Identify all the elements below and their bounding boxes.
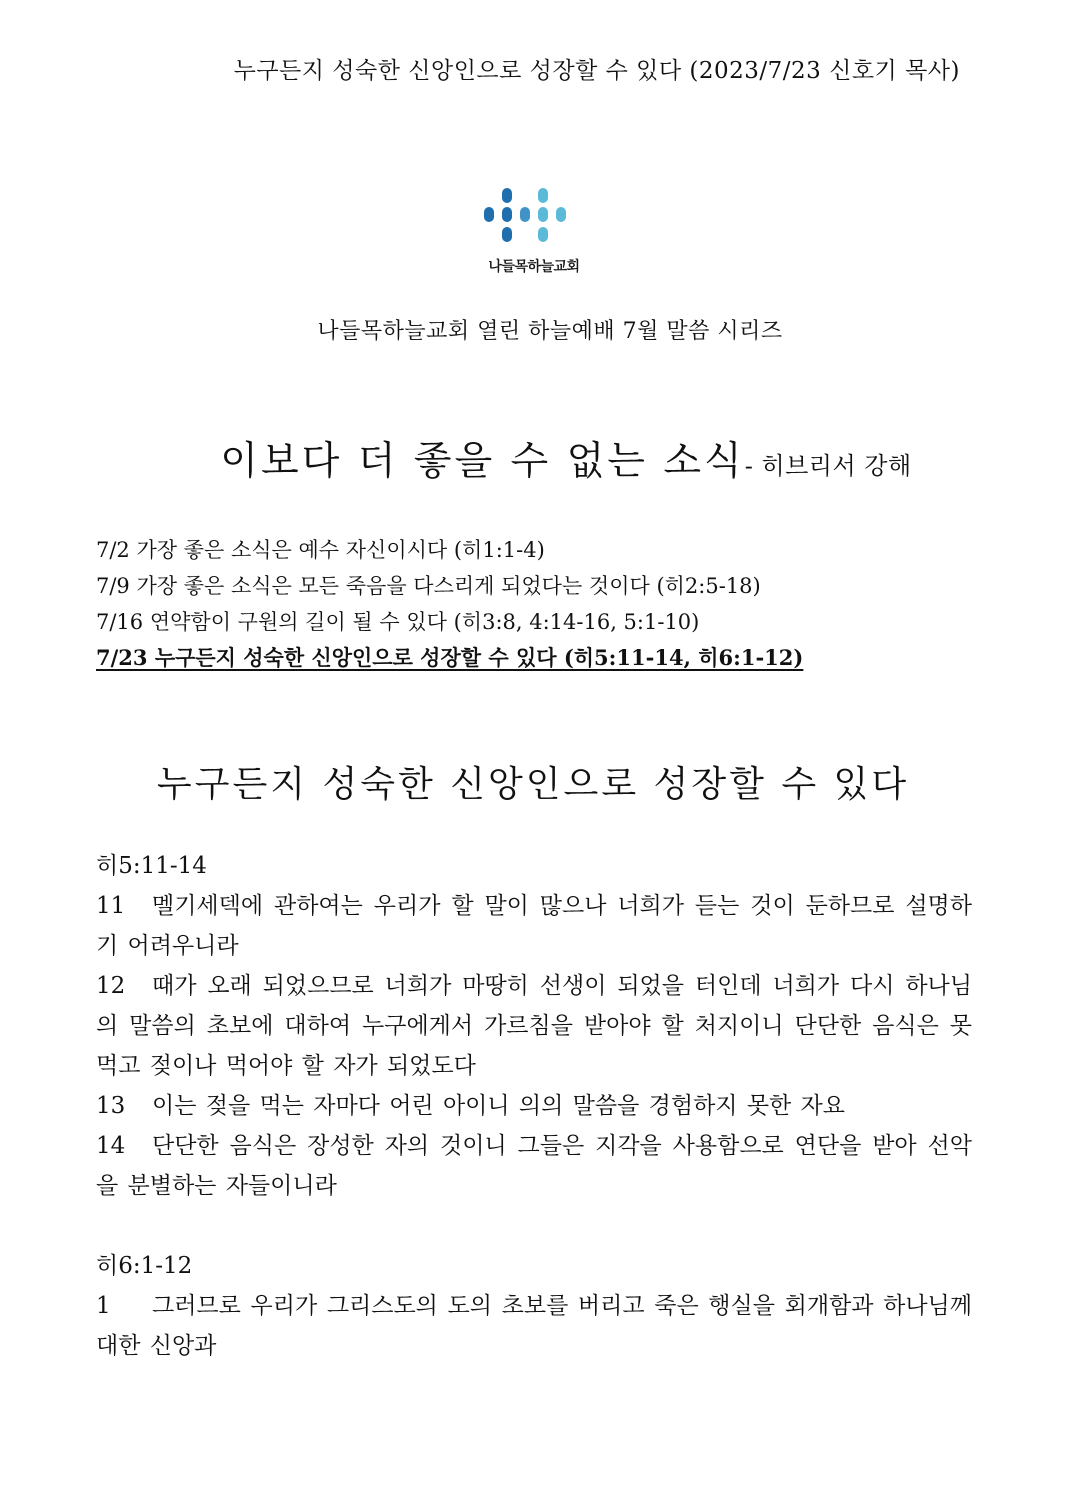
scripture-passage [96, 1246, 972, 1366]
verse [96, 1126, 972, 1206]
series-title: 나들목하늘교회 열린 하늘예배 7월 말씀 시리즈 [317, 319, 783, 344]
schedule-item: 7/9 가장 좋은 소식은 모든 죽음을 다스리게 되었다는 것이다 (히2:5-18) [96, 574, 761, 598]
schedule-item: 7/16 연약함이 구원의 길이 될 수 있다 (히3:8, 4:14-16, 5:1-10) [96, 610, 700, 634]
verse-number: 14 [96, 1133, 126, 1159]
verse-number: 12 [96, 973, 126, 999]
main-title-text: 이보다 더 좋을 수 없는 소식 [220, 439, 745, 484]
schedule-item: 7/2 가장 좋은 소식은 예수 자신이시다 (히1:1-4) [96, 538, 545, 562]
schedule-item-current: 7/23 누구든지 성숙한 신앙인으로 성장할 수 있다 (히5:11-14, 히6:1-12) [96, 645, 804, 670]
page-header: 누구든지 성숙한 신앙인으로 성장할 수 있다 (2023/7/23 신호기 목사) [233, 58, 960, 84]
verse [96, 1086, 972, 1126]
church-logo [478, 186, 598, 278]
section-title: 누구든지 성숙한 신앙인으로 성장할 수 있다 [156, 764, 910, 805]
verse [96, 886, 972, 966]
main-title [0, 430, 1076, 486]
verse-text: 이는 젖을 먹는 자마다 어린 아이니 의의 말씀을 경험하지 못한 자요 [152, 1093, 845, 1119]
verse-number: 13 [96, 1093, 126, 1119]
verse-number: 11 [96, 893, 126, 919]
scripture-passage [96, 846, 972, 1206]
verse-text: 때가 오래 되었으므로 너희가 마땅히 선생이 되었을 터인데 너희가 다시 하나님의 말씀의 초보에 대하여 누구에게서 가르침을 받아야 할 처지이니 단단한 음식은 못 먹고 젖이나 먹어야 할 자가 되었도다 [96, 973, 972, 1079]
sermon-schedule [96, 532, 976, 676]
church-logo-text: 나들목하늘교회 [488, 259, 580, 275]
verse-text: 멜기세덱에 관하여는 우리가 할 말이 많으나 너희가 듣는 것이 둔하므로 설명하기 어려우니라 [96, 893, 972, 959]
church-logo-icon [484, 186, 574, 246]
passage-reference: 히5:11-14 [96, 853, 207, 879]
main-title-suffix: - 히브리서 강해 [744, 452, 912, 480]
verse-number: 1 [96, 1293, 111, 1319]
verse [96, 1286, 972, 1366]
verse-text: 단단한 음식은 장성한 자의 것이니 그들은 지각을 사용함으로 연단을 받아 선악을 분별하는 자들이니라 [96, 1133, 972, 1199]
verse [96, 966, 972, 1086]
verse-text: 그러므로 우리가 그리스도의 도의 초보를 버리고 죽은 행실을 회개함과 하나님께 대한 신앙과 [96, 1293, 972, 1359]
passage-reference: 히6:1-12 [96, 1253, 193, 1279]
